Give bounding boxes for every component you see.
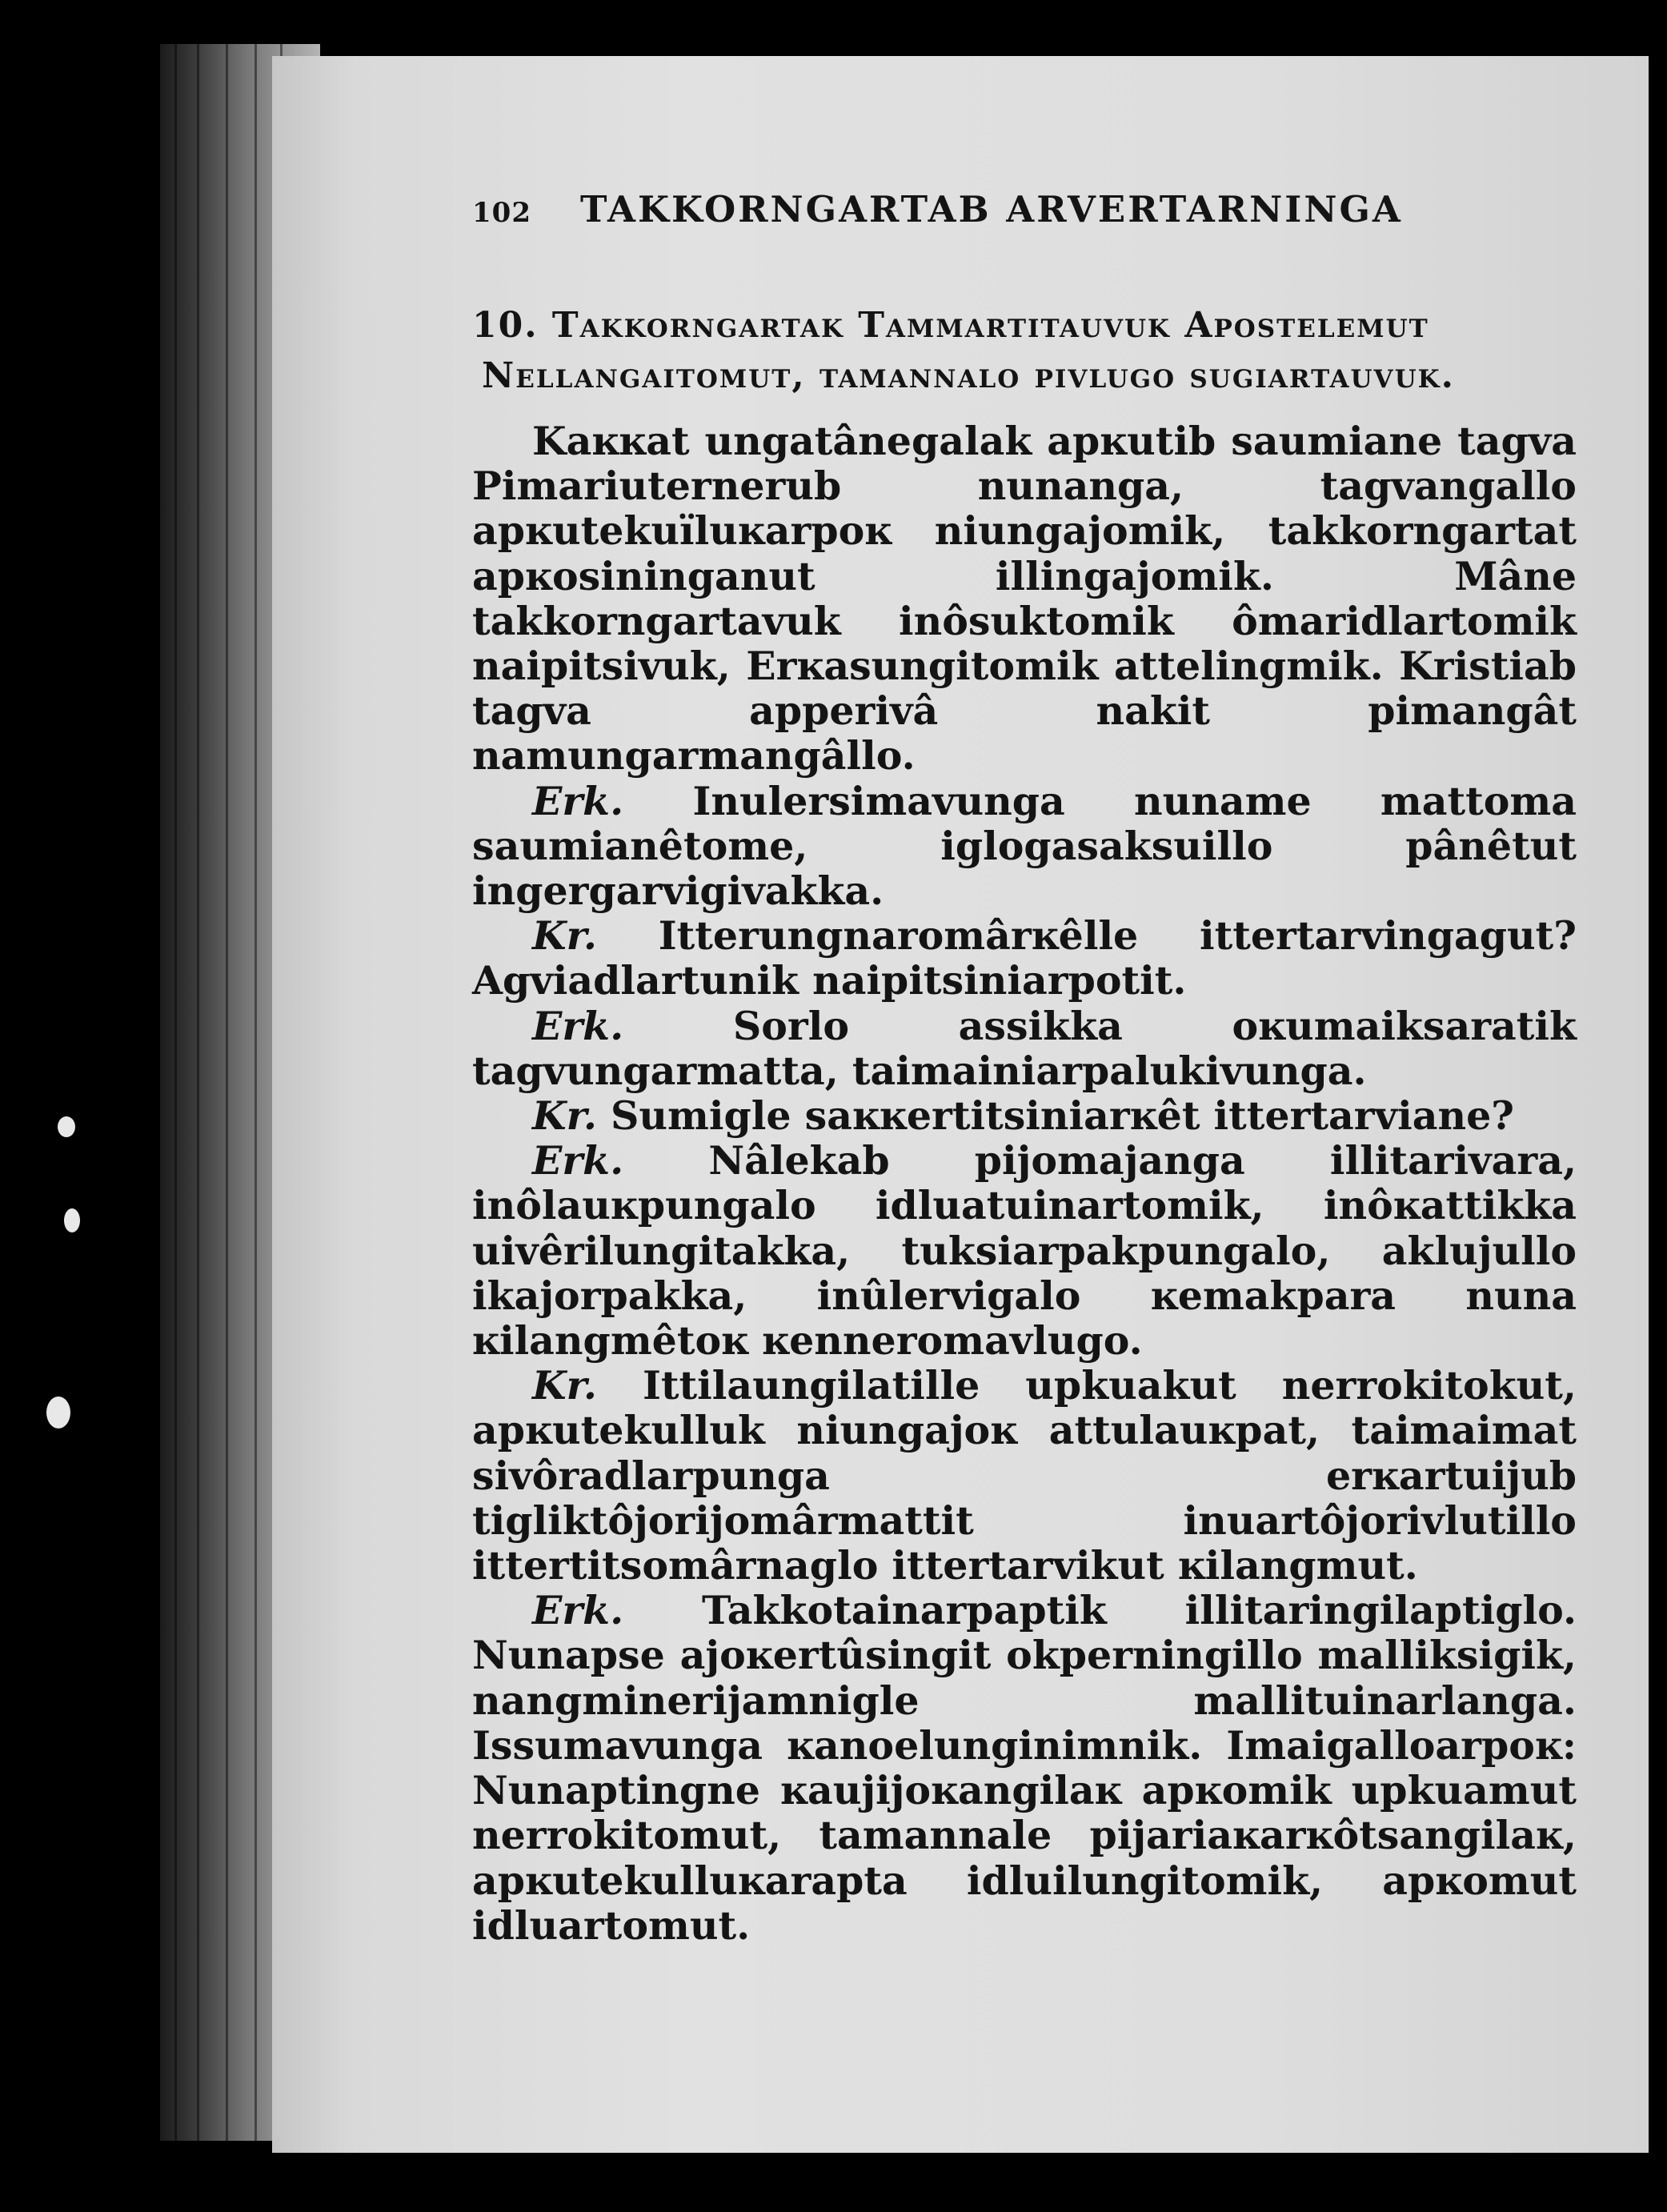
scan-speck bbox=[46, 1397, 70, 1429]
page-number: 102 bbox=[472, 197, 531, 229]
dialogue-paragraph: Erk. Inulersimavunga nuname mattoma saumianêtome, iglogasaksuillo pânêtut ingergarvigivakka. bbox=[472, 777, 1577, 915]
dialogue-paragraph: Erk. Nâlekab pijomajanga illitarivara, inôlauĸpungalo idluatuinartomik, inôĸattikka uivêrilungitakka, tuksiarpakpungalo, aklujullo ikajorpakka, inûlervigalo ĸemakpara nuna ĸilangmêtoĸ ĸenneromavlugo. bbox=[472, 1137, 1577, 1364]
speaker-label: Erk. bbox=[532, 1137, 624, 1184]
paragraph: Kaĸĸat ungatânegalak apĸutib saumiane tagva Pimariuternerub nunanga, tagvangallo apĸutekuïluĸarpoĸ niungajomik, takkorngartat apĸosininganut illingajomik. Mâne takkorngartavuk inôsuktomik ômaridlartomik naipitsivuk, Erĸasungitomik attelingmik. Kristiab tagva apperivâ nakit pimangât namungarmangâllo. bbox=[472, 418, 1577, 779]
running-header bbox=[472, 188, 1577, 236]
dialogue-paragraph: Kr. Sumigle saĸĸertitsiniarĸêt ittertarviane? bbox=[532, 1092, 1514, 1140]
speaker-label: Kr. bbox=[532, 1362, 597, 1409]
page-content bbox=[472, 188, 1577, 1948]
dialogue-paragraph: Kr. Ittilaungilatille upkuakut nerrokitokut, apĸutekulluk niungajoĸ attulauĸpat, taimaimat sivôradlarpunga erĸartuijub tigliktôjorijomârmattit inuartôjorivlutillo ittertitsomârnaglo ittertarvikut ĸilangmut. bbox=[472, 1362, 1577, 1589]
speaker-label: Kr. bbox=[532, 1092, 597, 1140]
speaker-label: Kr. bbox=[532, 912, 597, 960]
speaker-label: Erk. bbox=[532, 1002, 624, 1049]
scan-speck bbox=[64, 1208, 80, 1232]
scan-speck bbox=[58, 1116, 75, 1137]
speaker-label: Erk. bbox=[532, 1587, 624, 1634]
dialogue-paragraph: Erk. Takkotainarpaptik illitaringilaptiglo. Nunapse ajoĸertûsingit okperningillo malliksigik, nangminerijamnigle mallituinarlanga. Issumavunga ĸanoelunginimnik. Imaigalloarpoĸ: Nunaptingne ĸaujijoĸangilaĸ apĸomik upkuamut nerrokitomut, tamannale pijariaĸarĸôtsangilaĸ, apĸutekulluĸarapta idluilungitomik, apĸomut idluartomut. bbox=[472, 1587, 1577, 1949]
speaker-label: Erk. bbox=[532, 777, 624, 824]
book-page bbox=[272, 56, 1649, 2153]
body-text bbox=[472, 419, 1577, 1948]
running-title: TAKKORNGARTAB ARVERTARNINGA bbox=[580, 188, 1403, 230]
chapter-heading: 10. Takkorngartak Tammartitauvuk Apostelemut Nellangaitomut, tamannalo pivlugo sugiartauvuk. bbox=[472, 305, 1455, 396]
dialogue-paragraph: Kr. Itterungnaromârĸêlle ittertarvingagut? Agviadlartunik naipitsiniarpotit. bbox=[472, 912, 1577, 1004]
dialogue-paragraph: Erk. Sorlo assikka oĸumaiksaratik tagvungarmatta, taimainiarpalukivunga. bbox=[472, 1002, 1577, 1094]
